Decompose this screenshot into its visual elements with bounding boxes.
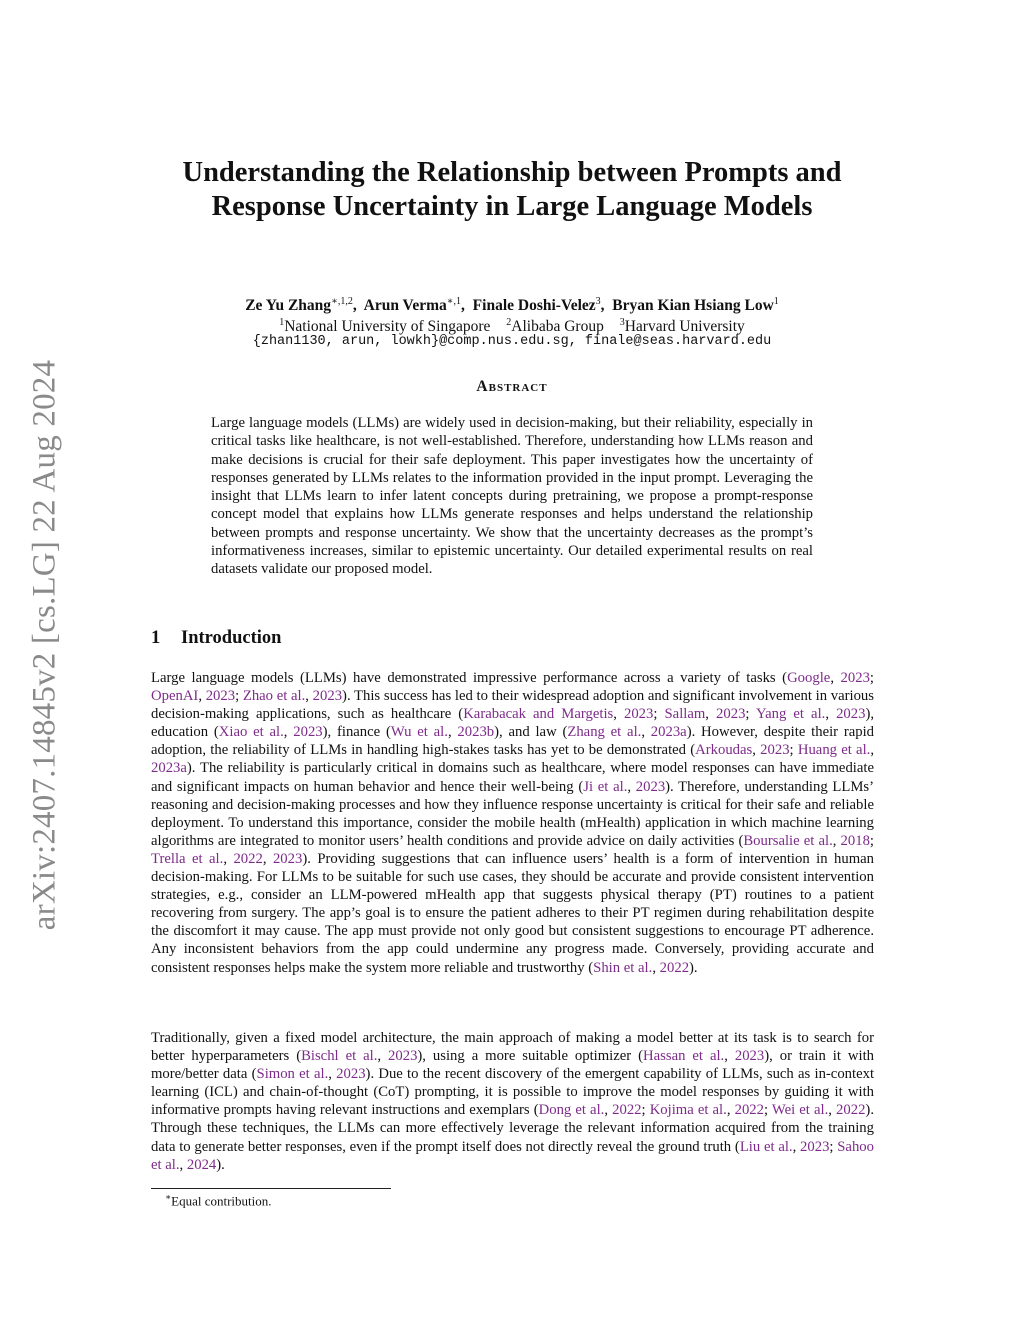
citation-link[interactable]: 2023: [635, 778, 666, 795]
paragraph-text: ;: [829, 1138, 838, 1155]
paragraph-text: ). The reliability is particularly critical in domains such as healthcare, where model responses can have immediate and significant impacts on human behavior and hence their well-being (: [151, 760, 874, 795]
citation-link[interactable]: Arkoudas: [695, 742, 753, 759]
paragraph-text: ,: [198, 688, 206, 705]
citation-link[interactable]: Shin et al.: [593, 959, 653, 976]
citation-link[interactable]: Boursalie et al.: [743, 832, 833, 849]
affiliation-number: 3: [619, 317, 625, 328]
paragraph-text: ). Due to the recent discovery of the emergent capability of LLMs, such as in-context learning (ICL) and chain-of-thought (CoT) prompting, it is possible to improve the model responses by guiding it with informative prompts having relevant instructions and exemplars (: [151, 1066, 875, 1119]
citation-link[interactable]: Sahoo et al.: [151, 1138, 874, 1173]
citation-link[interactable]: Ji et al.: [583, 778, 628, 795]
citation-link[interactable]: Simon et al.: [256, 1066, 329, 1083]
citation-link[interactable]: 2022: [836, 1102, 866, 1119]
citation-link[interactable]: Sallam: [664, 706, 706, 723]
paragraph-text: ,: [179, 1156, 187, 1173]
citation-link[interactable]: 2023: [734, 1048, 765, 1065]
author-name: Arun Verma: [363, 297, 447, 315]
citation-link[interactable]: 2023: [623, 706, 654, 723]
citation-link[interactable]: Xiao et al.: [218, 724, 284, 741]
citation-link[interactable]: 2023: [800, 1138, 830, 1155]
arxiv-identifier: arXiv:2407.14845v2 [cs.LG] 22 Aug 2024: [26, 359, 63, 931]
paragraph-text: ;: [235, 688, 243, 705]
paragraph-text: ,: [825, 706, 837, 723]
paragraph-text: ;: [869, 832, 874, 849]
citation-link[interactable]: Hassan et al.: [643, 1048, 725, 1065]
citation-link[interactable]: 2022: [659, 959, 690, 976]
section-number: 1: [151, 628, 161, 648]
paper-title: [0, 156, 1024, 224]
author-marks: 1: [773, 296, 779, 307]
paragraph-text: ,: [726, 1102, 735, 1119]
title-line-2: Response Uncertainty in Large Language Models: [211, 191, 813, 222]
section-heading: [151, 628, 281, 649]
author-name: Bryan Kian Hsiang Low: [612, 297, 774, 315]
paragraph-text: ,: [870, 742, 874, 759]
citation-link[interactable]: Wei et al.: [771, 1102, 829, 1119]
paragraph-text: ;: [869, 670, 874, 686]
paragraph-text: ,: [223, 850, 234, 867]
footnote: [165, 1192, 272, 1209]
section-title: Introduction: [181, 628, 282, 648]
author-marks: ∗,1,2: [331, 296, 353, 307]
citation-link[interactable]: 2022: [612, 1102, 642, 1119]
intro-paragraph-2: [151, 1029, 874, 1174]
paragraph-text: ,: [447, 724, 458, 741]
paragraph-text: ,: [832, 832, 841, 849]
citation-link[interactable]: 2023: [840, 670, 870, 686]
citation-link[interactable]: 2023a: [650, 724, 687, 741]
paragraph-text: ,: [828, 1102, 837, 1119]
paragraph-text: ,: [752, 742, 761, 759]
intro-paragraph-1: [151, 669, 874, 977]
paragraph-text: ), and law (: [494, 724, 568, 741]
citation-link[interactable]: 2023: [836, 706, 866, 723]
citation-link[interactable]: 2023a: [151, 760, 187, 777]
footnote-mark: ∗: [165, 1192, 172, 1202]
author-emails: {zhan1130, arun, lowkh}@comp.nus.edu.sg, finale@seas.harvard.edu: [252, 334, 772, 349]
citation-link[interactable]: Bischl et al.: [301, 1048, 378, 1065]
paragraph-text: ,: [283, 724, 294, 741]
affiliation-name: National University of Singapore: [284, 318, 491, 336]
paragraph-text: ).: [216, 1156, 225, 1173]
author-marks: ∗,1: [446, 296, 462, 307]
citation-link[interactable]: 2023: [293, 724, 323, 741]
paragraph-text: ,: [652, 959, 660, 976]
paragraph-text: ), using a more suitable optimizer (: [417, 1048, 644, 1065]
paragraph-text: ,: [328, 1066, 337, 1083]
paragraph-text: ). Through these techniques, the LLMs can more effectively leverage the relevant information acquired from the training data to generate better responses, even if the prompt itself does not directly reveal the ground truth (: [151, 1102, 874, 1155]
citation-link[interactable]: 2023: [272, 850, 303, 867]
paragraph-text: ). Providing suggestions that can influence users’ health is a form of intervention in human decision-making. For LLMs to be suitable for such use cases, they should be accurate and provide consistent intervention strategies, e.g., consider an LLM-powered mHealth app that suggests physical therapy (PT) routines to a patient recovering from surgery. The app’s goal is to ensure the patient adheres to their PT regimen during rehabilitation despite the discomfort it may cause. The app must provide not only good but consistent suggestions to encourage PT adherence. Any inconsistent behaviors from the app could undermine any progress made. Conversely, providing accurate and consistent responses helps make the system more reliable and trustworthy (: [151, 850, 874, 976]
paragraph-text: ,: [830, 670, 841, 686]
paragraph-text: ). Therefore, understanding LLMs’ reasoning and decision-making processes and how they influence response uncertainty is critical for their safe and reliable deployment. To understand this importance, consider the mobile health (mHealth) application in which machine learning algorithms are integrated to monitor users’ health conditions and provide advice on daily activities (: [151, 778, 875, 849]
paragraph-text: ,: [792, 1138, 801, 1155]
paragraph-text: ).: [689, 959, 698, 976]
abstract-text: Large language models (LLMs) are widely used in decision-making, but their reliability, especially in critical tasks like healthcare, is not well-established. Therefore, understanding how LLMs reason and make decisions is crucial for their safe deployment. This paper investigates how the uncertainty of responses generated by LLMs relates to the information provided in the input prompt. Leveraging the insight that LLMs learn to infer latent concepts during pretraining, we propose a prompt-response concept model that explains how LLMs generate responses and helps understand the relationship between prompts and response uncertainty. We show that the uncertainty decreases as the prompt’s informativeness increases, similar to epistemic uncertainty. Our detailed experimental results on real datasets validate our proposed model.: [211, 415, 813, 578]
paragraph-text: ;: [763, 1102, 772, 1119]
author-name: Ze Yu Zhang: [245, 297, 332, 315]
citation-link[interactable]: 2023: [205, 688, 236, 705]
citation-link[interactable]: Zhao et al.: [242, 688, 306, 705]
citation-link[interactable]: 2023: [312, 688, 343, 705]
citation-link[interactable]: 2023: [388, 1048, 418, 1065]
citation-link[interactable]: Liu et al.: [739, 1138, 793, 1155]
paragraph-text: ,: [724, 1048, 735, 1065]
citation-link[interactable]: Dong et al.: [538, 1102, 605, 1119]
citation-link[interactable]: 2022: [233, 850, 263, 867]
paragraph-text: ,: [627, 778, 636, 795]
paragraph-text: ), education (: [151, 706, 875, 741]
paragraph-text: ,: [705, 706, 717, 723]
citation-link[interactable]: 2023b: [457, 724, 495, 741]
author-list: Ze Yu Zhang$^{∗,1,2}$, Arun Verma$^{∗,1}$, Finale Doshi-Velez$^3$, Bryan Kian Hsiang Low$^1$: [245, 296, 779, 315]
affiliation-number: 1: [279, 317, 285, 328]
citation-link[interactable]: 2023: [716, 706, 746, 723]
citation-link[interactable]: Kojima et al.: [649, 1102, 727, 1119]
author-name: Finale Doshi-Velez: [472, 297, 596, 315]
abstract-heading: Abstract: [476, 378, 548, 395]
citation-link[interactable]: 2022: [734, 1102, 764, 1119]
paragraph-text: ). However, despite their rapid adoption, the reliability of LLMs in handling high-stakes tasks has yet to be demonstrated (: [151, 724, 875, 759]
paragraph-text: ). This success has led to their widespread adoption and significant involvement in various decision-making applications, such as healthcare (: [151, 688, 874, 723]
citation-link[interactable]: Huang et al.: [797, 742, 871, 759]
footnote-text: Equal contribution.: [171, 1193, 272, 1209]
citation-link[interactable]: OpenAI: [151, 688, 199, 705]
affiliation-number: 2: [506, 317, 512, 328]
paragraph-text: Large language models (LLMs) have demonstrated impressive performance across a variety of tasks (: [151, 670, 788, 686]
paragraph-text: Traditionally, given a fixed model architecture, the main approach of making a model better at its task is to search for better hyperparameters (: [151, 1030, 874, 1065]
citation-link[interactable]: Wu et al.: [390, 724, 448, 741]
paragraph-text: ,: [377, 1048, 389, 1065]
citation-link[interactable]: Google: [787, 670, 831, 686]
citation-link[interactable]: 2024: [186, 1156, 217, 1173]
paragraph-text: ,: [641, 724, 651, 741]
paragraph-text: ,: [604, 1102, 613, 1119]
citation-link[interactable]: 2018: [840, 832, 870, 849]
paragraph-text: ), finance (: [322, 724, 391, 741]
citation-link[interactable]: Karabacak and Margetis: [463, 706, 614, 723]
author-marks: 3: [595, 296, 601, 307]
paragraph-text: ,: [305, 688, 313, 705]
footnote-rule: [151, 1188, 391, 1189]
paragraph-text: ;: [789, 742, 798, 759]
affiliation-name: Alibaba Group: [511, 318, 604, 336]
paragraph-text: ;: [745, 706, 756, 723]
paragraph-text: ;: [641, 1102, 650, 1119]
citation-link[interactable]: Zhang et al.: [567, 724, 642, 741]
affiliation-name: Harvard University: [624, 318, 745, 336]
paragraph-text: ), or train it with more/better data (: [151, 1048, 874, 1083]
arxiv-sidebar: [20, 350, 70, 940]
citation-link[interactable]: 2023: [760, 742, 790, 759]
citation-link[interactable]: 2023: [336, 1066, 366, 1083]
paragraph-text: ,: [613, 706, 624, 723]
paragraph-text: ,: [262, 850, 273, 867]
citation-link[interactable]: Trella et al.: [151, 850, 224, 867]
citation-link[interactable]: Yang et al.: [756, 706, 826, 723]
paragraph-text: ;: [653, 706, 665, 723]
title-line-1: Understanding the Relationship between Prompts and: [182, 157, 842, 188]
